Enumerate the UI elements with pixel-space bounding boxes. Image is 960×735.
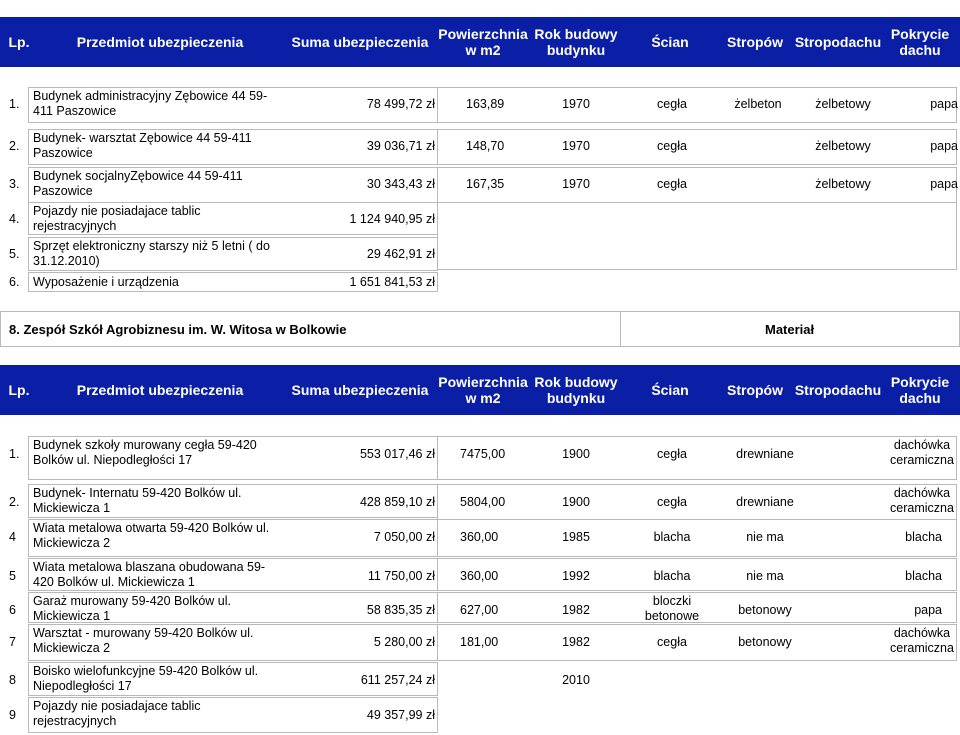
row-subject: Budynek administracyjny Zębowice 44 59- [33, 89, 268, 103]
table-row [0, 203, 1, 204]
row-year: 1900 [562, 447, 590, 461]
header-area: Powierzchnia w m2 [438, 26, 528, 58]
header-subject: Przedmiot ubezpieczenia [76, 382, 244, 398]
row-ceilings: betonowy [738, 635, 792, 649]
row-area: 163,89 [466, 97, 505, 111]
row-cover: papa [930, 97, 958, 111]
table1-header [0, 17, 960, 67]
header-roof: Stropodachu [794, 382, 882, 398]
row-year: 1970 [562, 177, 590, 191]
row-walls: cegła [657, 177, 687, 191]
row-walls: cegła [657, 495, 687, 509]
row-walls: bloczki [652, 594, 692, 608]
header-cover: Pokrycie dachu [890, 26, 950, 58]
header-lp: Lp. [8, 34, 30, 50]
row-subject: Mickiewicza 1 [33, 501, 111, 515]
table-row [0, 168, 1, 169]
header-ceilings: Stropów [727, 34, 783, 50]
row-ceilings: drewniane [736, 447, 794, 461]
row-subject: Niepodległości 17 [33, 679, 132, 693]
row-cover: papa [930, 177, 958, 191]
row-lp: 9 [9, 708, 16, 722]
row-cover: dachówka [893, 626, 951, 640]
row-subject: Bolków ul. Niepodległości 17 [33, 453, 193, 467]
row-year: 1982 [562, 603, 590, 617]
row-sum: 553 017,46 zł [359, 447, 435, 461]
header-cover: Pokrycie dachu [890, 374, 950, 406]
row-year: 1900 [562, 495, 590, 509]
table2-header [0, 365, 960, 415]
row-walls: blacha [653, 530, 691, 544]
row-lp: 2. [9, 495, 20, 509]
row-area: 7475,00 [460, 447, 506, 461]
header-sum: Suma ubezpieczenia [291, 34, 429, 50]
row-walls: blacha [653, 569, 691, 583]
header-lp: Lp. [8, 382, 30, 398]
row-subject: Warsztat - murowany 59-420 Bolków ul. [33, 626, 254, 640]
row-year: 1992 [562, 569, 590, 583]
row-subject: Budynek socjalnyZębowice 44 59-411 [33, 169, 243, 183]
row-sum: 30 343,43 zł [366, 177, 435, 191]
row-sum: 58 835,35 zł [366, 603, 435, 617]
header-walls: Ścian [651, 382, 689, 398]
row-area: 627,00 [460, 603, 499, 617]
row-sum: 7 050,00 zł [373, 530, 435, 544]
row-area: 167,35 [466, 177, 505, 191]
row-walls: cegła [657, 97, 687, 111]
row-subject: Mickiewicza 2 [33, 641, 111, 655]
section-material-label: Materiał [765, 322, 815, 337]
table-row [0, 273, 1, 274]
table-row [0, 238, 1, 239]
row-cover: ceramiczna [890, 501, 954, 515]
row-lp: 4 [9, 530, 16, 544]
row-subject: 31.12.2010) [33, 254, 100, 268]
table-row [0, 130, 1, 131]
header-roof: Stropodachu [794, 34, 882, 50]
row-cover: dachówka [893, 486, 951, 500]
row-ceilings: nie ma [746, 530, 784, 544]
row-area: 360,00 [460, 530, 499, 544]
row-sum: 1 124 940,95 zł [349, 212, 435, 226]
row-sum: 49 357,99 zł [366, 708, 435, 722]
row-year: 1985 [562, 530, 590, 544]
row-cover: ceramiczna [890, 641, 954, 655]
row-subject: Wyposażenie i urządzenia [33, 275, 179, 289]
row-subject: rejestracyjnych [33, 714, 117, 728]
row-subject: Boisko wielofunkcyjne 59-420 Bolków ul. [33, 664, 259, 678]
header-year: Rok budowy budynku [534, 26, 618, 58]
row-roof: żelbetowy [815, 177, 871, 191]
row-lp: 5. [9, 247, 20, 261]
row-year: 1970 [562, 97, 590, 111]
row-box [437, 202, 957, 270]
row-area: 148,70 [466, 139, 505, 153]
row-subject: Wiata metalowa blaszana obudowana 59- [33, 560, 266, 574]
row-lp: 8 [9, 673, 16, 687]
row-subject: 411 Paszowice [33, 104, 117, 118]
row-sum: 5 280,00 zł [373, 635, 435, 649]
row-sum: 11 750,00 zł [367, 569, 435, 583]
row-lp: 7 [9, 635, 16, 649]
row-lp: 3. [9, 177, 20, 191]
row-ceilings: drewniane [736, 495, 794, 509]
row-lp: 1. [9, 97, 20, 111]
row-subject: Wiata metalowa otwarta 59-420 Bolków ul. [33, 521, 270, 535]
table-row [0, 88, 1, 89]
section-title: 8. Zespół Szkół Agrobiznesu im. W. Witosa w Bolkowie [9, 322, 347, 337]
row-year: 2010 [562, 673, 590, 687]
row-subject: Budynek szkoły murowany cegła 59-420 [33, 438, 257, 452]
row-lp: 5 [9, 569, 16, 583]
row-roof: żelbetowy [815, 139, 871, 153]
header-year: Rok budowy budynku [534, 374, 618, 406]
row-cover: ceramiczna [890, 453, 954, 467]
row-subject: Pojazdy nie posiadajace tablic [33, 204, 201, 218]
header-sum: Suma ubezpieczenia [291, 382, 429, 398]
row-lp: 6. [9, 275, 20, 289]
row-subject: Paszowice [33, 184, 93, 198]
section-divider [620, 312, 621, 346]
row-cover: papa [930, 139, 958, 153]
row-subject: Pojazdy nie posiadajace tablic [33, 699, 201, 713]
row-area: 5804,00 [460, 495, 506, 509]
header-walls: Ścian [651, 34, 689, 50]
row-lp: 1. [9, 447, 20, 461]
row-lp: 2. [9, 139, 20, 153]
row-ceilings: betonowy [738, 603, 792, 617]
row-lp: 6 [9, 603, 16, 617]
row-walls: cegła [657, 635, 687, 649]
row-walls: betonowe [644, 609, 700, 623]
row-roof: żelbetowy [815, 97, 871, 111]
row-subject: Sprzęt elektroniczny starszy niż 5 letni ( do [33, 239, 270, 253]
row-subject: rejestracyjnych [33, 219, 117, 233]
row-sum: 78 499,72 zł [366, 97, 435, 111]
row-sum: 1 651 841,53 zł [349, 275, 435, 289]
row-sum: 611 257,24 zł [360, 673, 435, 687]
row-area: 181,00 [460, 635, 499, 649]
row-year: 1970 [562, 139, 590, 153]
row-cover: dachówka [893, 438, 951, 452]
header-area: Powierzchnia w m2 [438, 374, 528, 406]
row-year: 1982 [562, 635, 590, 649]
row-sum: 428 859,10 zł [359, 495, 435, 509]
row-subject: Paszowice [33, 146, 93, 160]
header-ceilings: Stropów [727, 382, 783, 398]
row-area: 360,00 [460, 569, 499, 583]
row-walls: cegła [657, 447, 687, 461]
row-walls: cegła [657, 139, 687, 153]
row-sum: 39 036,71 zł [366, 139, 435, 153]
header-subject: Przedmiot ubezpieczenia [76, 34, 244, 50]
row-cover: papa [914, 603, 942, 617]
row-ceilings: żelbeton [734, 97, 782, 111]
row-subject: Garaż murowany 59-420 Bolków ul. [33, 594, 232, 608]
row-subject: Budynek- warsztat Zębowice 44 59-411 [33, 131, 252, 145]
row-cover: blacha [905, 530, 942, 544]
row-ceilings: nie ma [746, 569, 784, 583]
row-subject: Mickiewicza 1 [33, 609, 111, 623]
row-sum: 29 462,91 zł [366, 247, 435, 261]
row-lp: 4. [9, 212, 20, 226]
row-subject: Mickiewicza 2 [33, 536, 111, 550]
row-subject: Budynek- Internatu 59-420 Bolków ul. [33, 486, 242, 500]
row-cover: blacha [905, 569, 942, 583]
row-subject: 420 Bolków ul. Mickiewicza 1 [33, 575, 195, 589]
